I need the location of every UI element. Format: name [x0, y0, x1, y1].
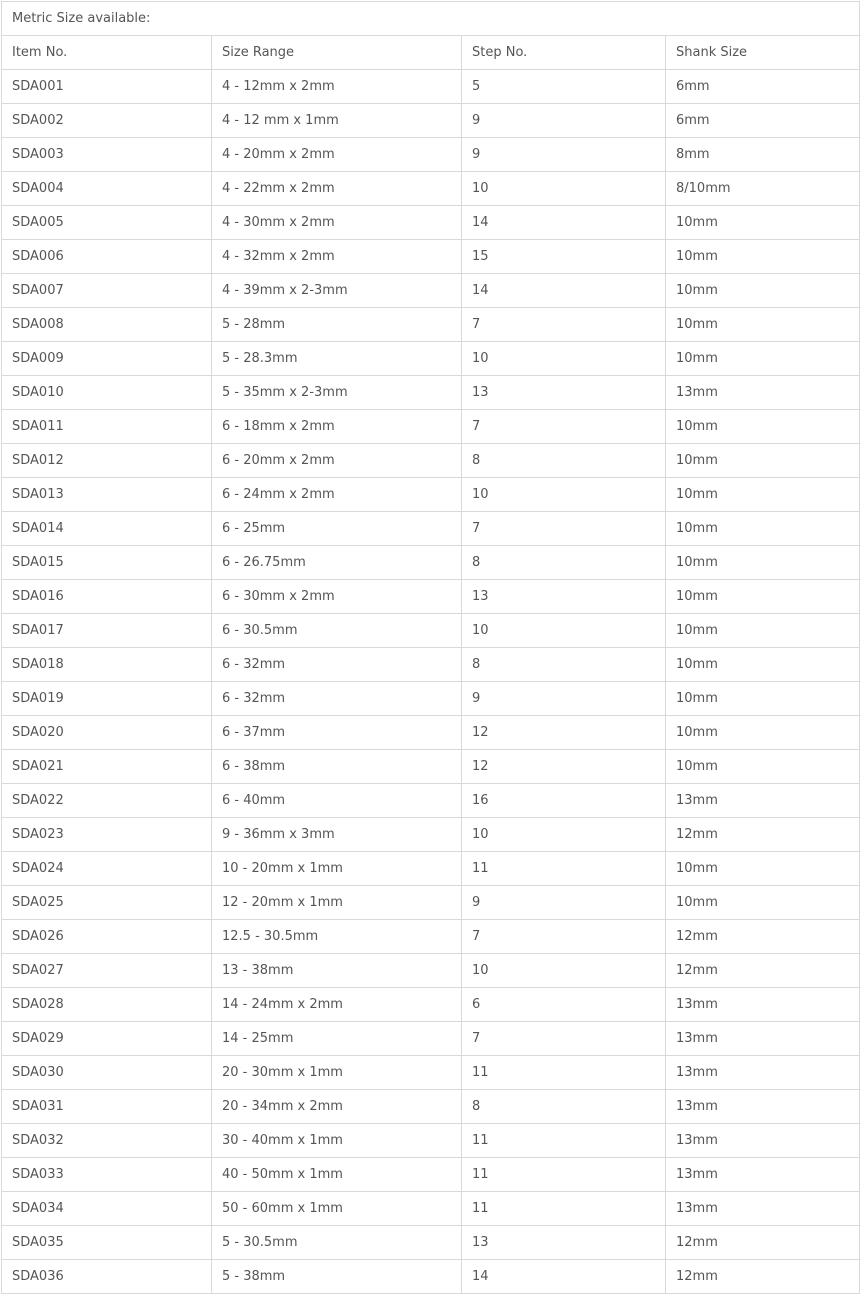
cell-step-no: 9: [462, 138, 666, 172]
cell-shank-size: 10mm: [666, 750, 860, 784]
cell-item-no: SDA010: [2, 376, 212, 410]
cell-step-no: 10: [462, 614, 666, 648]
cell-shank-size: 6mm: [666, 70, 860, 104]
cell-step-no: 10: [462, 478, 666, 512]
cell-item-no: SDA002: [2, 104, 212, 138]
cell-size-range: 6 - 24mm x 2mm: [212, 478, 462, 512]
cell-size-range: 20 - 30mm x 1mm: [212, 1056, 462, 1090]
cell-size-range: 4 - 20mm x 2mm: [212, 138, 462, 172]
cell-item-no: SDA025: [2, 886, 212, 920]
cell-size-range: 6 - 18mm x 2mm: [212, 410, 462, 444]
cell-size-range: 6 - 32mm: [212, 682, 462, 716]
cell-item-no: SDA028: [2, 988, 212, 1022]
cell-size-range: 30 - 40mm x 1mm: [212, 1124, 462, 1158]
cell-step-no: 12: [462, 716, 666, 750]
cell-size-range: 4 - 30mm x 2mm: [212, 206, 462, 240]
cell-size-range: 20 - 34mm x 2mm: [212, 1090, 462, 1124]
cell-step-no: 7: [462, 308, 666, 342]
table-row: [2, 1022, 860, 1056]
table-row: [2, 886, 860, 920]
table-row: [2, 240, 860, 274]
table-row: [2, 546, 860, 580]
cell-shank-size: 12mm: [666, 1226, 860, 1260]
cell-size-range: 6 - 37mm: [212, 716, 462, 750]
cell-step-no: 13: [462, 376, 666, 410]
cell-step-no: 16: [462, 784, 666, 818]
cell-shank-size: 10mm: [666, 886, 860, 920]
cell-step-no: 8: [462, 444, 666, 478]
table-row: [2, 206, 860, 240]
table-row: [2, 648, 860, 682]
cell-item-no: SDA029: [2, 1022, 212, 1056]
cell-item-no: SDA008: [2, 308, 212, 342]
table-row: [2, 954, 860, 988]
table-row: [2, 138, 860, 172]
table-row: [2, 308, 860, 342]
cell-item-no: SDA035: [2, 1226, 212, 1260]
table-row: [2, 784, 860, 818]
cell-shank-size: 10mm: [666, 512, 860, 546]
cell-item-no: SDA033: [2, 1158, 212, 1192]
cell-shank-size: 13mm: [666, 784, 860, 818]
cell-shank-size: 8mm: [666, 138, 860, 172]
table-row: [2, 750, 860, 784]
cell-shank-size: 10mm: [666, 410, 860, 444]
table-body: [2, 2, 860, 1294]
cell-step-no: 7: [462, 920, 666, 954]
table-row: [2, 342, 860, 376]
cell-size-range: 14 - 24mm x 2mm: [212, 988, 462, 1022]
cell-item-no: SDA015: [2, 546, 212, 580]
cell-size-range: 6 - 38mm: [212, 750, 462, 784]
cell-size-range: 4 - 39mm x 2-3mm: [212, 274, 462, 308]
cell-step-no: 14: [462, 206, 666, 240]
cell-shank-size: 10mm: [666, 444, 860, 478]
cell-shank-size: 10mm: [666, 648, 860, 682]
header-row: [2, 36, 860, 70]
cell-shank-size: 13mm: [666, 988, 860, 1022]
cell-item-no: SDA020: [2, 716, 212, 750]
cell-shank-size: 10mm: [666, 716, 860, 750]
cell-step-no: 14: [462, 274, 666, 308]
cell-shank-size: 12mm: [666, 954, 860, 988]
cell-size-range: 5 - 30.5mm: [212, 1226, 462, 1260]
cell-shank-size: 10mm: [666, 206, 860, 240]
cell-step-no: 9: [462, 682, 666, 716]
cell-step-no: 8: [462, 648, 666, 682]
cell-shank-size: 10mm: [666, 546, 860, 580]
table-row: [2, 1090, 860, 1124]
cell-step-no: 8: [462, 1090, 666, 1124]
cell-size-range: 4 - 12mm x 2mm: [212, 70, 462, 104]
table-row: [2, 1226, 860, 1260]
cell-shank-size: 13mm: [666, 1192, 860, 1226]
caption-row: [2, 2, 860, 36]
cell-item-no: SDA018: [2, 648, 212, 682]
cell-item-no: SDA009: [2, 342, 212, 376]
cell-shank-size: 10mm: [666, 852, 860, 886]
cell-step-no: 10: [462, 342, 666, 376]
cell-step-no: 8: [462, 546, 666, 580]
table-row: [2, 852, 860, 886]
cell-size-range: 9 - 36mm x 3mm: [212, 818, 462, 852]
cell-size-range: 6 - 30mm x 2mm: [212, 580, 462, 614]
table-row: [2, 1192, 860, 1226]
cell-shank-size: 6mm: [666, 104, 860, 138]
table-row: [2, 274, 860, 308]
cell-size-range: 4 - 22mm x 2mm: [212, 172, 462, 206]
table-row: [2, 410, 860, 444]
cell-shank-size: 13mm: [666, 1124, 860, 1158]
cell-size-range: 5 - 35mm x 2-3mm: [212, 376, 462, 410]
column-header-item-no: Item No.: [2, 36, 212, 70]
cell-size-range: 5 - 38mm: [212, 1260, 462, 1294]
table-row: [2, 104, 860, 138]
cell-item-no: SDA031: [2, 1090, 212, 1124]
cell-shank-size: 10mm: [666, 614, 860, 648]
table-row: [2, 716, 860, 750]
cell-step-no: 12: [462, 750, 666, 784]
cell-size-range: 5 - 28mm: [212, 308, 462, 342]
cell-step-no: 5: [462, 70, 666, 104]
metric-size-table: [1, 1, 860, 1294]
cell-item-no: SDA017: [2, 614, 212, 648]
cell-size-range: 40 - 50mm x 1mm: [212, 1158, 462, 1192]
table-row: [2, 172, 860, 206]
column-header-size-range: Size Range: [212, 36, 462, 70]
cell-step-no: 13: [462, 1226, 666, 1260]
cell-size-range: 13 - 38mm: [212, 954, 462, 988]
cell-item-no: SDA036: [2, 1260, 212, 1294]
cell-shank-size: 13mm: [666, 376, 860, 410]
table-row: [2, 580, 860, 614]
cell-shank-size: 13mm: [666, 1158, 860, 1192]
cell-size-range: 12 - 20mm x 1mm: [212, 886, 462, 920]
cell-shank-size: 10mm: [666, 274, 860, 308]
cell-step-no: 7: [462, 512, 666, 546]
cell-step-no: 10: [462, 818, 666, 852]
cell-item-no: SDA034: [2, 1192, 212, 1226]
cell-item-no: SDA026: [2, 920, 212, 954]
table-row: [2, 1124, 860, 1158]
column-header-step-no: Step No.: [462, 36, 666, 70]
cell-shank-size: 12mm: [666, 1260, 860, 1294]
cell-item-no: SDA014: [2, 512, 212, 546]
cell-step-no: 14: [462, 1260, 666, 1294]
table-row: [2, 478, 860, 512]
cell-shank-size: 13mm: [666, 1090, 860, 1124]
cell-step-no: 15: [462, 240, 666, 274]
cell-item-no: SDA019: [2, 682, 212, 716]
cell-step-no: 13: [462, 580, 666, 614]
table-row: [2, 1260, 860, 1294]
cell-shank-size: 13mm: [666, 1056, 860, 1090]
table-row: [2, 988, 860, 1022]
cell-size-range: 14 - 25mm: [212, 1022, 462, 1056]
cell-item-no: SDA032: [2, 1124, 212, 1158]
table-row: [2, 1056, 860, 1090]
cell-shank-size: 10mm: [666, 342, 860, 376]
cell-size-range: 6 - 30.5mm: [212, 614, 462, 648]
cell-item-no: SDA013: [2, 478, 212, 512]
cell-size-range: 6 - 20mm x 2mm: [212, 444, 462, 478]
cell-step-no: 7: [462, 1022, 666, 1056]
cell-size-range: 4 - 32mm x 2mm: [212, 240, 462, 274]
cell-step-no: 10: [462, 954, 666, 988]
cell-size-range: 6 - 26.75mm: [212, 546, 462, 580]
cell-step-no: 11: [462, 1158, 666, 1192]
table-caption: Metric Size available:: [2, 2, 860, 36]
cell-step-no: 11: [462, 1056, 666, 1090]
cell-shank-size: 12mm: [666, 818, 860, 852]
table-row: [2, 682, 860, 716]
cell-shank-size: 10mm: [666, 308, 860, 342]
table-row: [2, 1158, 860, 1192]
column-header-shank-size: Shank Size: [666, 36, 860, 70]
table-row: [2, 70, 860, 104]
table-row: [2, 376, 860, 410]
cell-shank-size: 10mm: [666, 580, 860, 614]
cell-shank-size: 10mm: [666, 682, 860, 716]
cell-size-range: 6 - 40mm: [212, 784, 462, 818]
table-row: [2, 818, 860, 852]
table-row: [2, 444, 860, 478]
cell-shank-size: 10mm: [666, 478, 860, 512]
cell-item-no: SDA007: [2, 274, 212, 308]
cell-size-range: 50 - 60mm x 1mm: [212, 1192, 462, 1226]
cell-shank-size: 13mm: [666, 1022, 860, 1056]
cell-step-no: 9: [462, 104, 666, 138]
cell-item-no: SDA011: [2, 410, 212, 444]
table-row: [2, 920, 860, 954]
cell-size-range: 6 - 25mm: [212, 512, 462, 546]
cell-step-no: 9: [462, 886, 666, 920]
cell-item-no: SDA006: [2, 240, 212, 274]
cell-item-no: SDA023: [2, 818, 212, 852]
cell-step-no: 6: [462, 988, 666, 1022]
cell-item-no: SDA024: [2, 852, 212, 886]
table-row: [2, 614, 860, 648]
cell-size-range: 4 - 12 mm x 1mm: [212, 104, 462, 138]
cell-step-no: 10: [462, 172, 666, 206]
cell-shank-size: 12mm: [666, 920, 860, 954]
cell-item-no: SDA016: [2, 580, 212, 614]
cell-item-no: SDA012: [2, 444, 212, 478]
table-row: [2, 512, 860, 546]
cell-item-no: SDA004: [2, 172, 212, 206]
cell-size-range: 5 - 28.3mm: [212, 342, 462, 376]
cell-step-no: 7: [462, 410, 666, 444]
cell-item-no: SDA005: [2, 206, 212, 240]
cell-size-range: 10 - 20mm x 1mm: [212, 852, 462, 886]
cell-shank-size: 8/10mm: [666, 172, 860, 206]
cell-item-no: SDA027: [2, 954, 212, 988]
cell-item-no: SDA030: [2, 1056, 212, 1090]
cell-item-no: SDA003: [2, 138, 212, 172]
cell-size-range: 6 - 32mm: [212, 648, 462, 682]
cell-item-no: SDA021: [2, 750, 212, 784]
cell-step-no: 11: [462, 1124, 666, 1158]
cell-size-range: 12.5 - 30.5mm: [212, 920, 462, 954]
cell-step-no: 11: [462, 1192, 666, 1226]
cell-shank-size: 10mm: [666, 240, 860, 274]
cell-item-no: SDA001: [2, 70, 212, 104]
cell-step-no: 11: [462, 852, 666, 886]
cell-item-no: SDA022: [2, 784, 212, 818]
